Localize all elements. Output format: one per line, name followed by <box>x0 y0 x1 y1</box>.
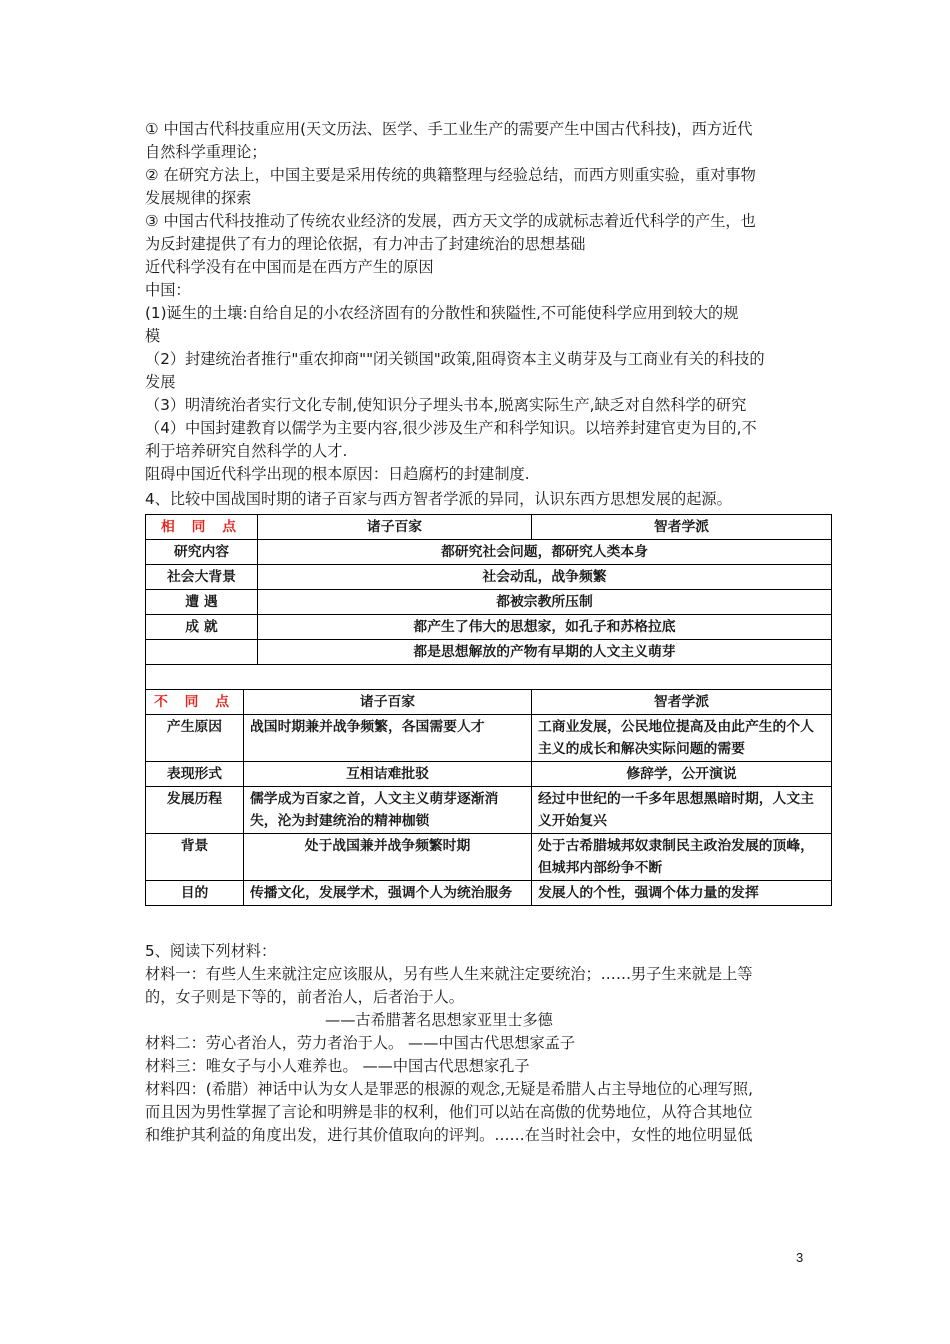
text-line: 发展规律的探索 <box>145 189 252 207</box>
table-row <box>146 515 832 540</box>
material-1-attribution: ——古希腊著名思想家亚里士多德 <box>325 1011 553 1029</box>
table-row <box>146 640 832 665</box>
row-label: 研究内容 <box>146 540 258 565</box>
table-row <box>146 834 832 881</box>
diff-header-zhuzi: 诸子百家 <box>244 690 532 715</box>
material-4-line: 而且因为男性掌握了言论和明辨是非的权利，他们可以站在高傲的优势地位，从符合其地位 <box>145 1103 753 1121</box>
zhizhe-cell: 发展人的个性，强调个体力量的发挥 <box>532 881 832 906</box>
text-line: （3）明清统治者实行文化专制,使知识分子埋头书本,脱离实际生产,缺乏对自然科学的研究 <box>145 396 747 414</box>
row-value: 都是思想解放的产物有早期的人文主义萌芽 <box>258 640 832 665</box>
same-header-label: 相 同 点 <box>146 515 258 540</box>
table-row <box>146 787 832 834</box>
row-label: 社会大背景 <box>146 565 258 590</box>
material-1-line: 的，女子则是下等的，前者治人，后者治于人。 <box>145 988 464 1006</box>
text-line: 自然科学重理论； <box>145 143 267 161</box>
table-row <box>146 565 832 590</box>
text-line: （2）封建统治者推行"重农抑商""闭关锁国"政策,阻碍资本主义萌芽及与工商业有关的科技的 <box>145 350 765 368</box>
text-line: 发展 <box>145 373 176 391</box>
material-2: 材料二：劳心者治人，劳力者治于人。 ——中国古代思想家孟子 <box>145 1034 576 1052</box>
text-line: ② 在研究方法上，中国主要是采用传统的典籍整理与经验总结，而西方则重实验，重对事物 <box>145 166 756 184</box>
table-row-spacer <box>146 665 832 690</box>
table-row <box>146 881 832 906</box>
section-gap <box>145 906 835 940</box>
zhuzi-cell: 战国时期兼并战争频繁，各国需要人才 <box>244 715 532 762</box>
text-line: ① 中国古代科技重应用(天文历法、医学、手工业生产的需要产生中国古代科技)，西方近代 <box>145 120 753 138</box>
spacer-cell <box>146 665 832 690</box>
zhuzi-cell: 处于战国兼并战争频繁时期 <box>244 834 532 881</box>
table-row <box>146 615 832 640</box>
text-line: 为反封建提供了有力的理论依据，有力冲击了封建统治的思想基础 <box>145 235 586 253</box>
row-label: 表现形式 <box>146 762 244 787</box>
text-line: 近代科学没有在中国而是在西方产生的原因 <box>145 258 434 276</box>
row-value: 都研究社会问题，都研究人类本身 <box>258 540 832 565</box>
material-1-line: 材料一：有些人生来就注定应该服从，另有些人生来就注定要统治；……男子生来就是上等 <box>145 965 753 983</box>
material-3: 材料三：唯女子与小人难养也。 ——中国古代思想家孔子 <box>145 1057 530 1075</box>
zhuzi-cell: 互相诘难批驳 <box>244 762 532 787</box>
table-row <box>146 590 832 615</box>
question-4-heading: 4、比较中国战国时期的诸子百家与西方智者学派的异同，认识东西方思想发展的起源。 <box>145 490 732 508</box>
row-value: 都被宗教所压制 <box>258 590 832 615</box>
text-line: 利于培养研究自然科学的人才. <box>145 442 348 460</box>
page-number: 3 <box>796 1250 804 1265</box>
zhizhe-cell: 经过中世纪的一千多年思想黑暗时期，人文主义开始复兴 <box>532 787 832 834</box>
zhuzi-cell: 传播文化，发展学术，强调个人为统治服务 <box>244 881 532 906</box>
row-label: 发展历程 <box>146 787 244 834</box>
material-4-line: 材料四：(希腊）神话中认为女人是罪恶的根源的观念,无疑是希腊人占主导地位的心理写照, <box>145 1080 753 1098</box>
same-header-zhizhe: 智者学派 <box>532 515 832 540</box>
question-5-section <box>145 940 835 1147</box>
same-header-zhuzi: 诸子百家 <box>258 515 532 540</box>
text-line: 阻碍中国近代科学出现的根本原因：日趋腐朽的封建制度. <box>145 465 530 483</box>
question-5-heading: 5、阅读下列材料： <box>145 942 277 960</box>
zhuzi-cell: 儒学成为百家之首，人文主义萌芽逐渐消失，沦为封建统治的精神枷锁 <box>244 787 532 834</box>
comparison-table <box>145 514 832 906</box>
intro-section <box>145 118 835 486</box>
text-line: (1)诞生的土壤:自给自足的小农经济固有的分散性和狭隘性,不可能使科学应用到较大的规 <box>145 304 739 322</box>
zhizhe-cell: 处于古希腊城邦奴隶制民主政治发展的顶峰，但城邦内部纷争不断 <box>532 834 832 881</box>
zhizhe-cell: 修辞学，公开演说 <box>532 762 832 787</box>
diff-header-label: 不 同 点 <box>146 690 244 715</box>
table-row <box>146 540 832 565</box>
diff-header-zhizhe: 智者学派 <box>532 690 832 715</box>
table-row <box>146 690 832 715</box>
row-label: 成 就 <box>146 615 258 640</box>
document-page <box>145 118 835 1147</box>
row-value: 都产生了伟大的思想家，如孔子和苏格拉底 <box>258 615 832 640</box>
table-row <box>146 715 832 762</box>
text-line: （4）中国封建教育以儒学为主要内容,很少涉及生产和科学知识。以培养封建官吏为目的,不 <box>145 419 757 437</box>
text-line: ③ 中国古代科技推动了传统农业经济的发展，西方天文学的成就标志着近代科学的产生，也 <box>145 212 756 230</box>
row-label: 目的 <box>146 881 244 906</box>
material-4-line: 和维护其利益的角度出发，进行其价值取向的评判。……在当时社会中，女性的地位明显低 <box>145 1126 753 1144</box>
row-label: 产生原因 <box>146 715 244 762</box>
row-label <box>146 640 258 665</box>
row-value: 社会动乱，战争频繁 <box>258 565 832 590</box>
text-line: 中国： <box>145 281 191 299</box>
row-label: 背景 <box>146 834 244 881</box>
row-label: 遭 遇 <box>146 590 258 615</box>
table-row <box>146 762 832 787</box>
text-line: 模 <box>145 327 161 345</box>
zhizhe-cell: 工商业发展，公民地位提高及由此产生的个人主义的成长和解决实际问题的需要 <box>532 715 832 762</box>
